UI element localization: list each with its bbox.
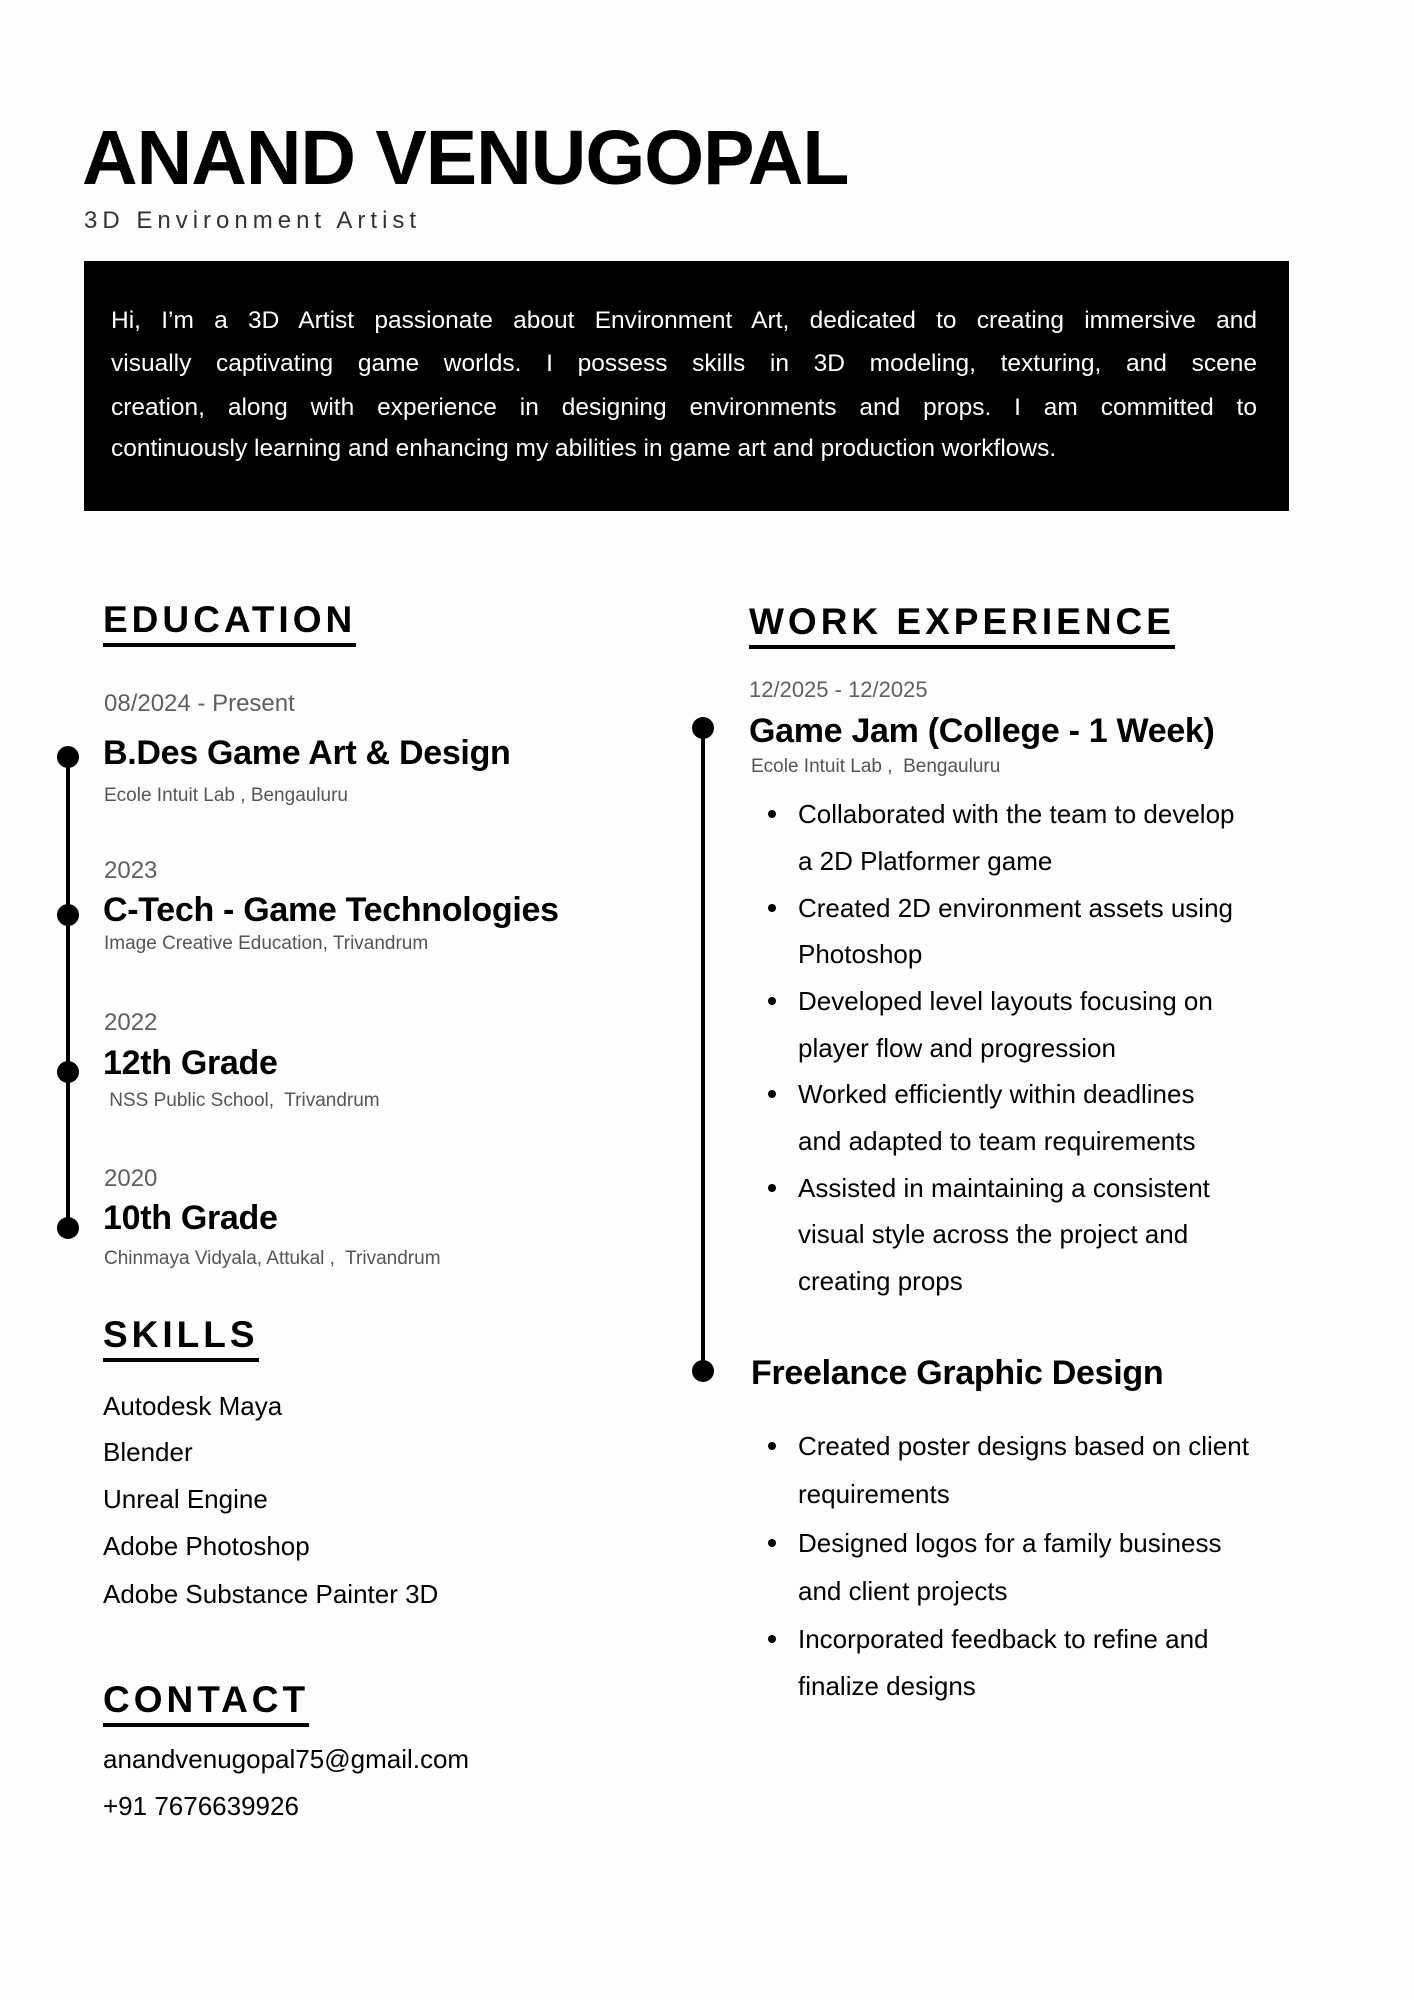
education-timeline-line <box>66 757 70 1228</box>
timeline-dot-icon <box>57 1217 79 1239</box>
bullet-icon <box>768 1635 776 1643</box>
education-institution: Image Creative Education, Trivandrum <box>104 933 429 954</box>
timeline-dot-icon <box>57 1061 79 1083</box>
timeline-dot-icon <box>692 1360 714 1382</box>
bullet-text: player flow and progression <box>798 1033 1116 1063</box>
education-date: 2023 <box>104 857 158 884</box>
education-title: B.Des Game Art & Design <box>103 734 511 772</box>
skill-item: Adobe Photoshop <box>103 1531 310 1561</box>
bullet-icon <box>768 904 776 912</box>
job-role: 3D Environment Artist <box>84 207 422 234</box>
summary-box <box>84 261 1289 511</box>
education-title: 12th Grade <box>103 1044 278 1082</box>
bullet-text: requirements <box>798 1479 950 1509</box>
work-timeline-line <box>701 728 705 1371</box>
bullet-text: and adapted to team requirements <box>798 1126 1196 1156</box>
bullet-text: Worked efficiently within deadlines <box>798 1079 1195 1109</box>
skill-item: Autodesk Maya <box>103 1391 283 1421</box>
candidate-name: ANAND VENUGOPAL <box>82 115 849 201</box>
bullet-icon <box>768 1090 776 1098</box>
bullet-text: Assisted in maintaining a consistent <box>798 1173 1210 1203</box>
bullet-text: Created 2D environment assets using <box>798 893 1234 923</box>
contact-heading: CONTACT <box>103 1681 309 1727</box>
bullet-text: Collaborated with the team to develop <box>798 799 1235 829</box>
timeline-dot-icon <box>692 717 714 739</box>
skill-item: Unreal Engine <box>103 1484 268 1514</box>
education-date: 2020 <box>104 1165 158 1192</box>
bullet-icon <box>768 1184 776 1192</box>
work-experience-heading: WORK EXPERIENCE <box>749 603 1175 649</box>
bullet-text: Designed logos for a family business <box>798 1528 1222 1558</box>
bullet-text: finalize designs <box>798 1671 976 1701</box>
summary-line: creation, along with experience in designing environments and props. I am committed to <box>111 394 1257 421</box>
education-institution: Chinmaya Vidyala, Attukal , Trivandrum <box>104 1248 441 1269</box>
bullet-icon <box>768 810 776 818</box>
education-date: 2022 <box>104 1009 158 1036</box>
bullet-icon <box>768 997 776 1005</box>
bullet-icon <box>768 1442 776 1450</box>
education-date: 08/2024 - Present <box>104 690 295 717</box>
timeline-dot-icon <box>57 904 79 926</box>
contact-phone[interactable]: +91 7676639926 <box>103 1791 299 1821</box>
bullet-text: Created poster designs based on client <box>798 1431 1249 1461</box>
bullet-text: a 2D Platformer game <box>798 846 1053 876</box>
job-title: Game Jam (College - 1 Week) <box>749 712 1215 750</box>
bullet-text: Photoshop <box>798 939 923 969</box>
skill-item: Adobe Substance Painter 3D <box>103 1579 439 1609</box>
education-heading: EDUCATION <box>103 601 356 647</box>
bullet-text: visual style across the project and <box>798 1219 1189 1249</box>
job-title: Freelance Graphic Design <box>751 1354 1164 1392</box>
education-institution: Ecole Intuit Lab , Bengauluru <box>104 785 349 806</box>
bullet-icon <box>768 1539 776 1547</box>
bullet-text: Incorporated feedback to refine and <box>798 1624 1209 1654</box>
education-title: 10th Grade <box>103 1199 278 1237</box>
bullet-text: and client projects <box>798 1576 1008 1606</box>
summary-line: visually captivating game worlds. I possess skills in 3D modeling, texturing, and scene <box>111 350 1257 377</box>
education-title: C-Tech - Game Technologies <box>103 891 559 929</box>
job-organization: Ecole Intuit Lab , Bengauluru <box>751 756 1001 777</box>
timeline-dot-icon <box>57 746 79 768</box>
education-institution: NSS Public School, Trivandrum <box>104 1090 380 1111</box>
bullet-text: creating props <box>798 1266 963 1296</box>
bullet-text: Developed level layouts focusing on <box>798 986 1213 1016</box>
summary-line: Hi, I’m a 3D Artist passionate about Environment Art, dedicated to creating immersive and <box>111 307 1257 334</box>
summary-line: continuously learning and enhancing my abilities in game art and production workflows. <box>111 435 1057 462</box>
job-date: 12/2025 - 12/2025 <box>749 677 928 702</box>
skill-item: Blender <box>103 1437 193 1467</box>
skills-heading: SKILLS <box>103 1316 259 1362</box>
contact-email[interactable]: anandvenugopal75@gmail.com <box>103 1744 470 1774</box>
